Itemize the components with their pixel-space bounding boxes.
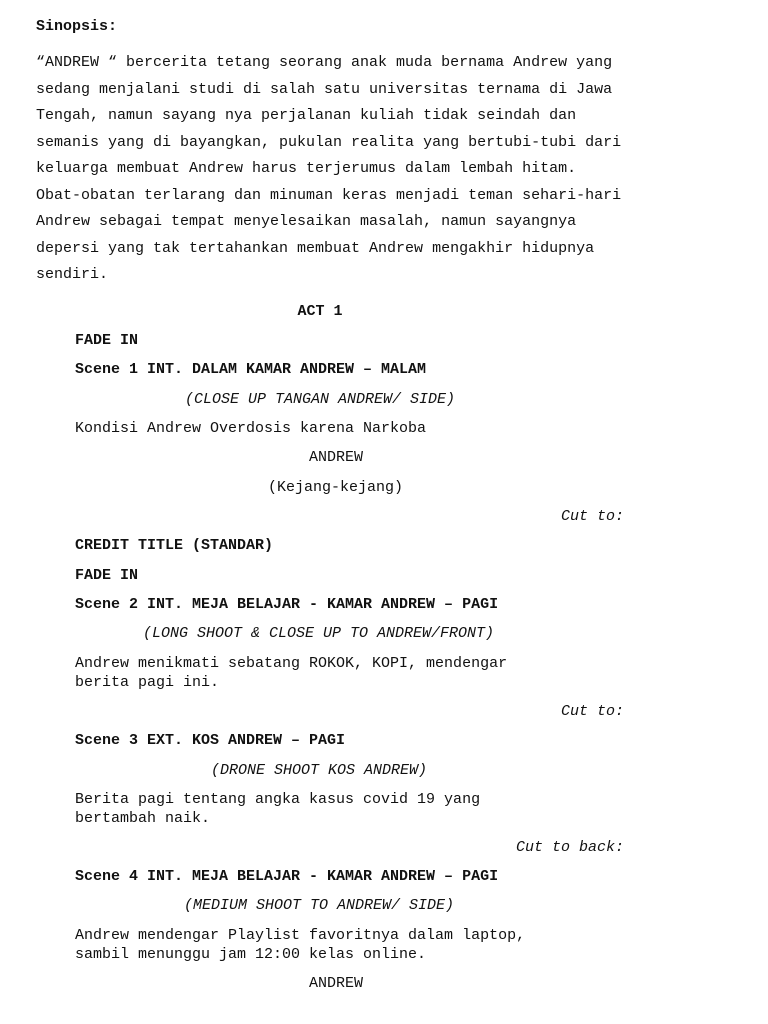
scene-2-shot: (LONG SHOOT & CLOSE UP TO ANDREW/FRONT)	[143, 625, 495, 642]
fade-in: FADE IN	[75, 332, 139, 349]
scene-1-parenthetical: (Kejang-kejang)	[268, 479, 404, 496]
scene-1-character: ANDREW	[309, 449, 364, 466]
synopsis-line: sedang menjalani studi di salah satu universitas ternama di Jawa	[36, 81, 613, 98]
fade-in: FADE IN	[75, 567, 139, 584]
credit-title: CREDIT TITLE (STANDAR)	[75, 537, 274, 554]
scene-4-action-line: sambil menunggu jam 12:00 kelas online.	[75, 946, 427, 963]
synopsis-heading: Sinopsis:	[36, 18, 118, 35]
scene-3-action-line: Berita pagi tentang angka kasus covid 19 yang	[75, 791, 481, 808]
scene-4-shot: (MEDIUM SHOOT TO ANDREW/ SIDE)	[184, 897, 455, 914]
scene-4-character: ANDREW	[309, 975, 364, 992]
synopsis-line: keluarga membuat Andrew harus terjerumus dalam lembah hitam.	[36, 160, 577, 177]
synopsis-line: Tengah, namun sayang nya perjalanan kuliah tidak seindah dan	[36, 107, 577, 124]
act-heading: ACT 1	[297, 303, 343, 320]
synopsis-line: semanis yang di bayangkan, pukulan realita yang bertubi-tubi dari	[36, 134, 622, 151]
synopsis-line: Obat-obatan terlarang dan minuman keras menjadi teman sehari-hari	[36, 187, 622, 204]
scene-1-transition: Cut to:	[560, 508, 624, 525]
scene-1-shot: (CLOSE UP TANGAN ANDREW/ SIDE)	[185, 391, 456, 408]
scene-4-heading: Scene 4 INT. MEJA BELAJAR - KAMAR ANDREW – PAGI	[75, 868, 499, 885]
scene-2-action-line: Andrew menikmati sebatang ROKOK, KOPI, mendengar	[75, 655, 508, 672]
scene-1-heading: Scene 1 INT. DALAM KAMAR ANDREW – MALAM	[75, 361, 427, 378]
scene-4-action-line: Andrew mendengar Playlist favoritnya dalam laptop,	[75, 927, 526, 944]
scene-2-heading: Scene 2 INT. MEJA BELAJAR - KAMAR ANDREW – PAGI	[75, 596, 499, 613]
scene-3-action-line: bertambah naik.	[75, 810, 211, 827]
synopsis-line: sendiri.	[36, 266, 109, 283]
scene-3-transition: Cut to back:	[515, 839, 624, 856]
scene-1-action: Kondisi Andrew Overdosis karena Narkoba	[75, 420, 427, 437]
synopsis-line: Andrew sebagai tempat menyelesaikan masalah, namun sayangnya	[36, 213, 577, 230]
scene-2-transition: Cut to:	[560, 703, 624, 720]
scene-3-shot: (DRONE SHOOT KOS ANDREW)	[211, 762, 428, 779]
scene-2-action-line: berita pagi ini.	[75, 674, 220, 691]
synopsis-line: “ANDREW “ bercerita tetang seorang anak muda bernama Andrew yang	[36, 54, 613, 71]
scene-3-heading: Scene 3 EXT. KOS ANDREW – PAGI	[75, 732, 346, 749]
synopsis-line: depersi yang tak tertahankan membuat Andrew mengakhir hidupnya	[36, 240, 595, 257]
